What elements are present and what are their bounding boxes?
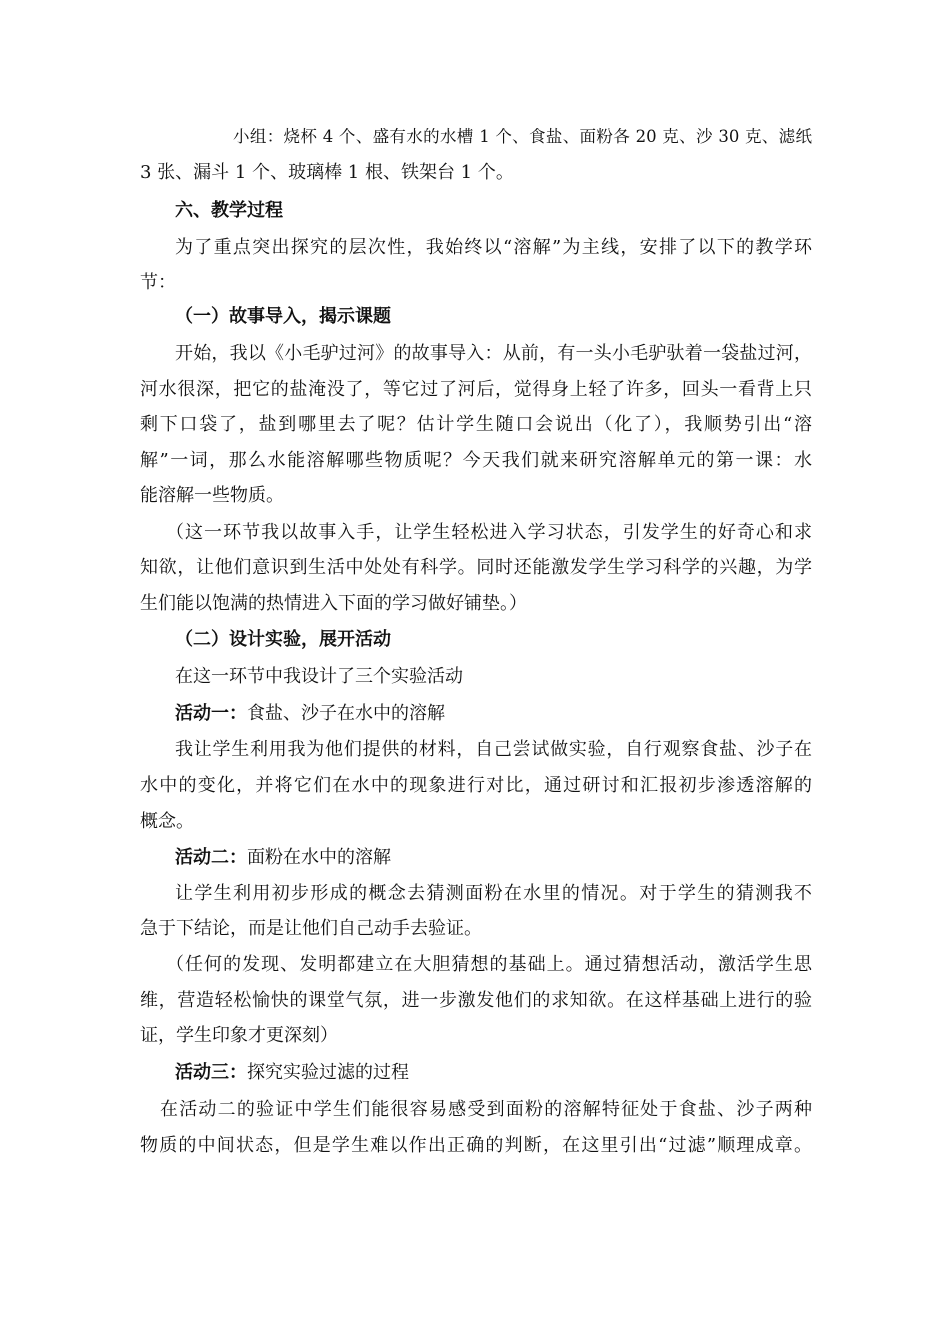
activity1-label: 活动一： [175, 703, 247, 724]
activity1-title: 食盐、沙子在水中的溶解 [247, 703, 445, 724]
part1-note-line-3: 生们能以饱满的热情进入下面的学习做好铺垫。） [140, 593, 527, 614]
part2-heading: （二）设计实验，展开活动 [175, 629, 391, 650]
part1-note-line-1: （这一环节我以故事入手，让学生轻松进入学习状态，引发学生的好奇心和求 [166, 522, 812, 543]
activity3-title: 探究实验过滤的过程 [247, 1062, 409, 1083]
activity2-note-line-1: （任何的发现、发明都建立在大胆猜想的基础上。通过猜想活动，激活学生思 [166, 954, 812, 975]
activity1-line-3: 概念。 [140, 811, 194, 832]
part1-note-line-2: 知欲，让他们意识到生活中处处有科学。同时还能激发学生学习科学的兴趣，为学 [140, 557, 812, 578]
activity1-heading [175, 697, 812, 731]
activity2-title: 面粉在水中的溶解 [247, 847, 391, 868]
materials-line-1: 小组：烧杯 4 个、盛有水的水槽 1 个、食盐、面粉各 20 克、沙 30 克、滤纸 [233, 127, 812, 146]
part1-paragraph-line-4: 解”一词，那么水能溶解哪些物质呢？今天我们就来研究溶解单元的第一课：水 [140, 450, 812, 471]
materials-line-2: 3 张、漏斗 1 个、玻璃棒 1 根、铁架台 1 个。 [140, 162, 514, 183]
activity2-note-line-3: 证，学生印象才更深刻） [140, 1025, 338, 1046]
part1-paragraph-line-1: 开始，我以《小毛驴过河》的故事导入：从前，有一头小毛驴驮着一袋盐过河， [175, 343, 812, 364]
section-intro-line-2: 节： [140, 272, 176, 293]
activity1-line-1: 我让学生利用我为他们提供的材料，自己尝试做实验，自行观察食盐、沙子在 [175, 739, 812, 760]
section-intro-line-1: 为了重点突出探究的层次性，我始终以“溶解”为主线，安排了以下的教学环 [175, 237, 812, 258]
section-heading-teaching-process: 六、教学过程 [175, 200, 283, 221]
part1-heading: （一）故事导入，揭示课题 [175, 306, 391, 327]
activity2-line-2: 急于下结论，而是让他们自己动手去验证。 [140, 918, 482, 939]
activity3-line-2: 物质的中间状态，但是学生难以作出正确的判断，在这里引出“过滤”顺理成章。 [140, 1135, 812, 1156]
part1-paragraph-line-2: 河水很深，把它的盐淹没了，等它过了河后，觉得身上轻了许多，回头一看背上只 [140, 379, 812, 400]
activity1-line-2: 水中的变化，并将它们在水中的现象进行对比，通过研讨和汇报初步渗透溶解的 [140, 775, 812, 796]
activity3-label: 活动三： [175, 1062, 247, 1083]
part1-paragraph-line-3: 剩下口袋了，盐到哪里去了呢？估计学生随口会说出（化了），我顺势引出“溶 [140, 414, 812, 435]
part2-intro: 在这一环节中我设计了三个实验活动 [175, 666, 463, 687]
activity2-heading [175, 841, 812, 875]
activity3-heading [175, 1056, 812, 1090]
activity3-line-1: 在活动二的验证中学生们能很容易感受到面粉的溶解特征处于食盐、沙子两种 [160, 1099, 812, 1120]
part1-paragraph-line-5: 能溶解一些物质。 [140, 485, 284, 506]
activity2-line-1: 让学生利用初步形成的概念去猜测面粉在水里的情况。对于学生的猜测我不 [175, 883, 812, 904]
activity2-note-line-2: 维，营造轻松愉快的课堂气氛，进一步激发他们的求知欲。在这样基础上进行的验 [140, 990, 812, 1011]
activity2-label: 活动二： [175, 847, 247, 868]
